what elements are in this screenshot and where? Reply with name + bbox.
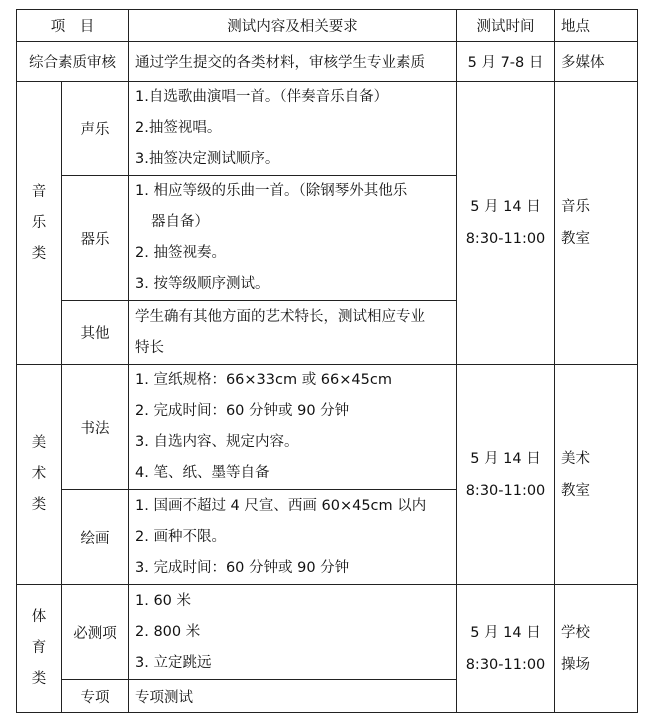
sports-required-row [17,585,638,680]
list-item: 1. 国画不超过 4 尺宣、西画 60×45cm 以内 [135,497,427,514]
art-time-cell [457,365,555,585]
music-vocal-row [17,82,638,176]
list-item: 2. 完成时间：60 分钟或 90 分钟 [135,403,350,419]
art-hours: 8:30-11:00 [465,482,546,499]
list-item: 2.抽签视唱。 [135,120,222,136]
list-item: 3. 自选内容、规定内容。 [135,434,299,450]
header-item: 项 目 [17,10,129,42]
vocal-name: 声乐 [62,82,129,176]
header-time: 测试时间 [457,10,555,42]
music-time-cell [457,82,555,365]
list-item: 3. 完成时间：60 分钟或 90 分钟 [135,559,350,576]
comprehensive-time: 5 月 7-8 日 [457,42,555,82]
sports-category: 体 育 类 [17,585,62,713]
sports-date: 5 月 14 日 [470,624,541,641]
art-category: 美 术 类 [17,365,62,585]
art-date: 5 月 14 日 [470,450,541,467]
calligraphy-requirements [129,365,457,490]
instrumental-requirements [129,176,457,301]
painting-name: 绘画 [62,490,129,585]
list-item: 3.抽签决定测试顺序。 [135,151,280,167]
sports-place-cell: 学校 操场 [555,585,638,713]
list-item-continued: 器自备） [151,214,209,230]
list-item: 1.自选歌曲演唱一首。（伴奏音乐自备） [135,89,389,105]
other-name: 其他 [62,301,129,365]
music-date: 5 月 14 日 [470,199,541,215]
list-item: 3. 按等级顺序测试。 [135,276,270,292]
special-name: 专项 [62,680,129,713]
test-schedule-table [16,9,638,713]
list-item: 1. 相应等级的乐曲一首。（除钢琴外其他乐 [135,183,408,199]
other-requirements: 学生确有其他方面的艺术特长，测试相应专业 特长 [129,301,457,365]
comprehensive-place: 多媒体 [555,42,638,82]
instrumental-name: 器乐 [62,176,129,301]
required-items [129,585,457,680]
comprehensive-row [17,42,638,82]
music-place-cell: 音乐 教室 [555,82,638,365]
calligraphy-name: 书法 [62,365,129,490]
music-category: 音 乐 类 [17,82,62,365]
sports-hours: 8:30-11:00 [465,656,546,673]
list-item: 2. 800 米 [135,623,201,640]
list-item: 1. 60 米 [135,592,192,609]
art-place-cell: 美术 教室 [555,365,638,585]
header-content: 测试内容及相关要求 [129,10,457,42]
list-item: 4. 笔、纸、墨等自备 [135,465,270,481]
music-hours: 8:30-11:00 [465,231,546,247]
required-name: 必测项 [62,585,129,680]
list-item: 1. 宣纸规格：66×33cm 或 66×45cm [135,372,392,388]
art-calligraphy-row [17,365,638,490]
special-content: 专项测试 [129,680,457,713]
list-item: 2. 抽签视奏。 [135,245,226,261]
header-place: 地点 [555,10,638,42]
comprehensive-name: 综合素质审核 [17,42,129,82]
vocal-requirements [129,82,457,176]
comprehensive-content: 通过学生提交的各类材料，审核学生专业素质 [129,42,457,82]
header-row [17,10,638,42]
sports-time-cell [457,585,555,713]
list-item: 3. 立定跳远 [135,654,212,671]
painting-requirements [129,490,457,585]
list-item: 2. 画种不限。 [135,528,226,545]
